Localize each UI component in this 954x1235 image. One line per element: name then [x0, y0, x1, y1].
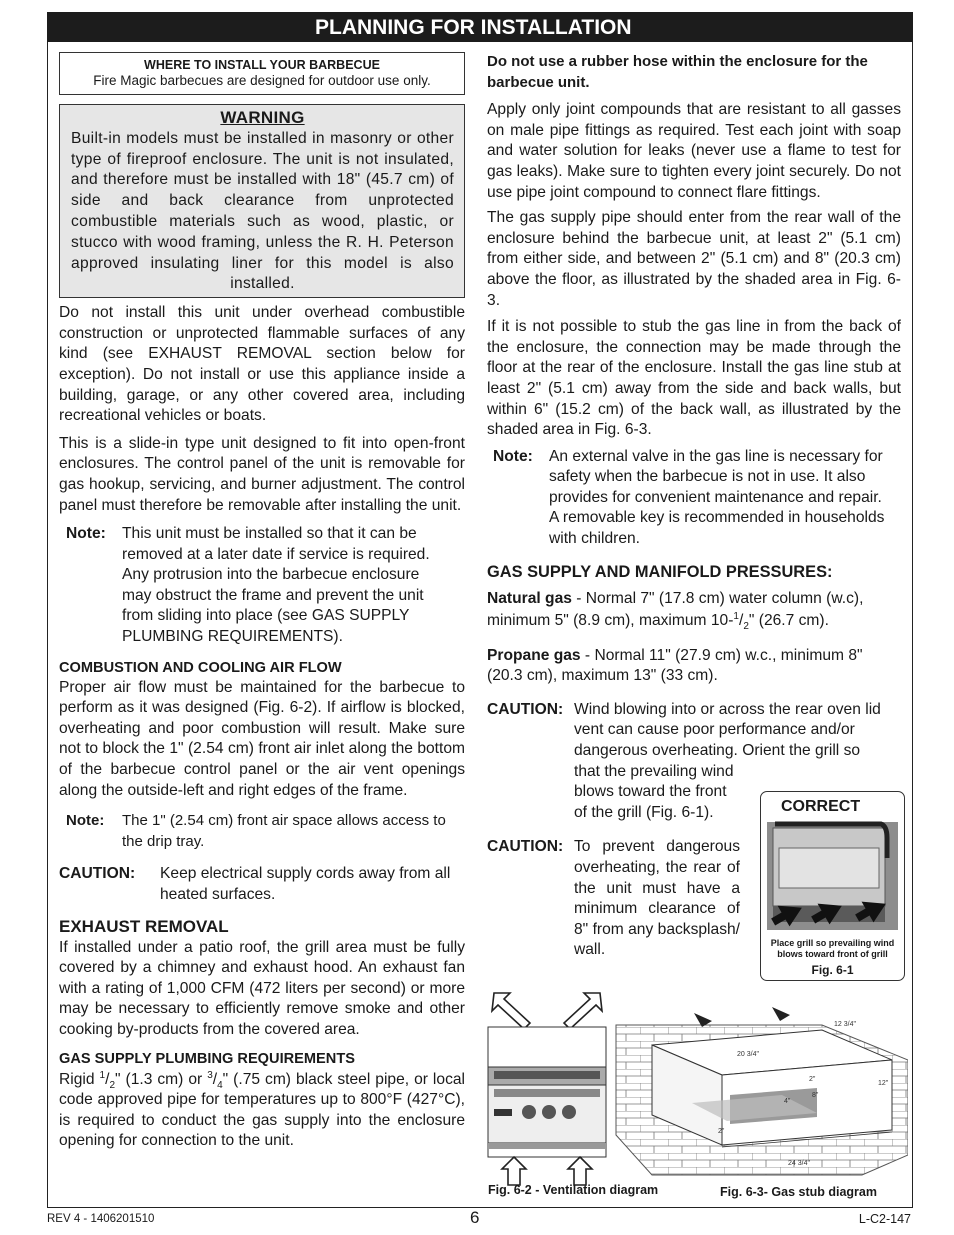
pressures-heading: GAS SUPPLY AND MANIFOLD PRESSURES:	[487, 562, 833, 581]
fraction-denominator: 2	[109, 1079, 115, 1091]
dim-label: 20 3/4"	[737, 1051, 759, 1058]
slide-in-paragraph: This is a slide-in type unit designed to fit into open-front enclosures. The control panel of the unit is removable for gas hookup, servicing, and burner adjustment. The control panel must therefore be removable after installing the unit.	[59, 434, 465, 514]
fraction-denominator: 2	[743, 620, 749, 632]
joint-compound-paragraph: Apply only joint compounds that are resistant to all gasses on male pipe fittings as required. Test each joint with soap and water solution for leaks (never use a flame to test for gas leaks). Make sure to tighten every joint securely. Do not use pipe joint compound to connect flare fittings.	[487, 101, 901, 201]
plumbing-text-b: " (1.3 cm) or	[115, 1070, 208, 1088]
fraction-numerator: 3	[207, 1069, 213, 1081]
caution-text-wide: Wind blowing into or across the rear oven lid vent can cause poor performance and/or dangerous overheating. Orient the grill so	[574, 700, 881, 760]
warning-heading: WARNING	[220, 108, 305, 127]
caution-text: To prevent dangerous overheating, the rear of the unit must have a minimum clearance of 8" from any backsplash/ wall.	[574, 838, 740, 959]
dim-label: 8"	[812, 1092, 819, 1099]
fraction-numerator: 1	[733, 610, 739, 622]
left-column	[59, 52, 465, 1152]
revision-code: REV 4 - 1406201510	[47, 1213, 155, 1225]
fraction-numerator: 1	[99, 1069, 106, 1081]
rubber-hose-warning: Do not use a rubber hose within the enclosure for the barbecue unit.	[487, 53, 868, 91]
fig-6-1-caption: Place grill so prevailing wind blows toward front of grill	[770, 938, 895, 959]
dim-label: 4"	[784, 1098, 791, 1105]
page-title: PLANNING FOR INSTALLATION	[47, 12, 913, 42]
where-to-install-box	[59, 52, 465, 95]
dim-label: 12"	[878, 1080, 889, 1087]
caution-label: CAUTION:	[59, 865, 136, 883]
combustion-text-b: ). If airflow is blocked, overheating and poor combustion will result. Make sure not to block the 1" (2.54 cm) front air inlet along the bottom of the barbecue control panel or the air vent openings along the outside-left and right edges of the frame.	[59, 699, 465, 799]
fig-6-3-link[interactable]: Fig. 6-3	[594, 421, 648, 439]
caution-text: Keep electrical supply cords away from all heated surfaces.	[160, 865, 451, 904]
fig-6-3-gas-stub-diagram	[612, 985, 908, 1185]
where-text: Fire Magic barbecues are designed for outdoor use only.	[93, 73, 431, 88]
exhaust-heading: EXHAUST REMOVAL	[59, 916, 229, 936]
combustion-heading: COMBUSTION AND COOLING AIR FLOW	[59, 659, 342, 676]
fig-6-2-ventilation-diagram	[484, 985, 614, 1199]
note-removal	[59, 524, 465, 648]
caution-label: CAUTION:	[487, 838, 564, 856]
note-external-valve	[487, 447, 901, 550]
caution-electrical	[59, 864, 465, 905]
natural-gas-text: - Normal 7" (17.8 cm) water column (w.c), minimum 5" (8.9 cm), maximum 10-	[487, 589, 864, 629]
page-number: 6	[470, 1208, 480, 1227]
propane-gas-label: Propane gas	[487, 646, 581, 664]
natural-gas-text-b: " (26.7 cm).	[748, 611, 829, 629]
document-code: L-C2-147	[858, 1212, 911, 1226]
warning-text: Built-in models must be installed in masonry or other type of fireproof enclosure. The unit is not insulated, and therefore must be installed with 18" (45.7 cm) of side and back clearance from unprotected combustible materials such as wood, plastic, or stucco with wood framing, unless the R. H. Peterson approved insulating liner for this model is also installed.	[71, 129, 454, 293]
grill-photo	[761, 818, 904, 938]
note-label: Note:	[493, 447, 533, 465]
fig-6-3-label: Fig. 6-3- Gas stub diagram	[720, 1185, 877, 1199]
fig-6-2-link[interactable]: Fig. 6-2	[258, 699, 313, 717]
note-text: An external valve in the gas line is necessary for safety when the barbecue is not in use. It also provides for convenient maintenance and repair. A removable key is recommended in households with children.	[549, 447, 885, 548]
note-label: Note:	[66, 525, 106, 543]
correct-heading: CORRECT	[781, 798, 861, 815]
note-air-space	[59, 811, 465, 852]
natural-gas-paragraph: Natural gas - Normal 7" (17.8 cm) water column (w.c), minimum 5" (8.9 cm), maximum $10-^1/_2$" (26.7 cm).	[487, 589, 864, 632]
caution-label: CAUTION:	[487, 700, 564, 718]
plumbing-text-c: " (.75 cm) black steel pipe, or local code approved pipe for temperatures up to 800°F (427°C), is required to conduct the gas supply into the enclosure opening for connection to the unit.	[59, 1070, 465, 1150]
fraction-denominator: 4	[217, 1079, 223, 1091]
fig-6-1-box	[760, 791, 905, 981]
plumbing-heading: GAS SUPPLY PLUMBING REQUIREMENTS	[59, 1050, 355, 1067]
overhead-paragraph: Do not install this unit under overhead combustible construction or unprotected flammable surfaces of any kind (see EXHAUST REMOVAL section below for exception). Do not install or use this appliance inside a building, garage, or any other covered area, including recreational vehicles or boats.	[59, 304, 465, 425]
combustion-paragraph	[59, 678, 465, 802]
period: .	[495, 291, 501, 309]
fig-6-1-label: Fig. 6-1	[811, 963, 854, 977]
rear-wall-text: The gas supply pipe should enter from the rear wall of the enclosure behind the barbecue unit, at least 2" (5.1 cm) from either side, and between 2" (5.1 cm) and 8" (20.3 cm) above the floor, as illustrated by the shaded area in	[487, 209, 901, 288]
fig-6-2-label: Fig. 6-2 - Ventilation diagram	[488, 1183, 659, 1197]
dim-label: 2"	[718, 1128, 725, 1135]
plumbing-paragraph: Rigid $^1/_2$" (1.3 cm) or $^3/_4$" (.75 cm) black steel pipe, or local code approved pipe for temperatures up to 800°F (427°C), is required to conduct the gas supply into the enclosure opening for connection to the unit.	[59, 1069, 465, 1150]
note-label: Note:	[66, 812, 105, 830]
propane-gas-text: - Normal 11" (27.9 cm) w.c., minimum 8" (20.3 cm), maximum 13" (33 cm).	[487, 646, 863, 685]
rear-wall-paragraph	[487, 208, 901, 311]
propane-gas-paragraph	[487, 646, 901, 687]
floor-stub-paragraph	[487, 317, 901, 441]
note-text: The 1" (2.54 cm) front air space allows access to the drip tray.	[122, 812, 446, 850]
dim-label: 12 3/4"	[834, 1021, 856, 1028]
caution-text-narrow: that the prevailing wind blows toward the front of the grill (Fig. 6-1).	[574, 762, 734, 821]
dim-label: 2"	[809, 1076, 816, 1083]
dim-label: 24 3/4"	[788, 1160, 810, 1167]
warning-box	[59, 104, 465, 298]
plumbing-text-a: Rigid	[59, 1070, 100, 1088]
combustion-text-a: Proper air flow must be maintained for the barbecue to perform as it was designed (	[59, 678, 465, 717]
note-text: This unit must be installed so that it can be removed at a later date if service is required. Any protrusion into the barbecue enclosure may obstruct the frame and prevent the unit from sliding into place (see GAS SUPPLY PLUMBING REQUIREMENTS).	[122, 525, 430, 646]
where-heading: WHERE TO INSTALL YOUR BARBECUE	[144, 58, 380, 72]
floor-stub-text: If it is not possible to stub the gas line in from the back of the enclosure, the connection may be made through the floor at the rear of the enclosure. Install the gas line stub at least 2" (5.1 cm) away from the side and back walls, but within 6" (15.2 cm) of the back wall, as illustrated by the shaded area in	[487, 318, 901, 439]
period: .	[647, 421, 652, 439]
exhaust-paragraph: If installed under a patio roof, the grill area must be fully covered by a chimney and exhaust hood. An exhaust fan with a rating of 1,000 CFM (472 liters per second) or more may be necessary to efficiently remove smoke and other cooking by-products from the covered area.	[59, 938, 465, 1038]
fig-6-3-link[interactable]: Fig. 6-3	[487, 270, 901, 309]
natural-gas-label: Natural gas	[487, 589, 572, 607]
